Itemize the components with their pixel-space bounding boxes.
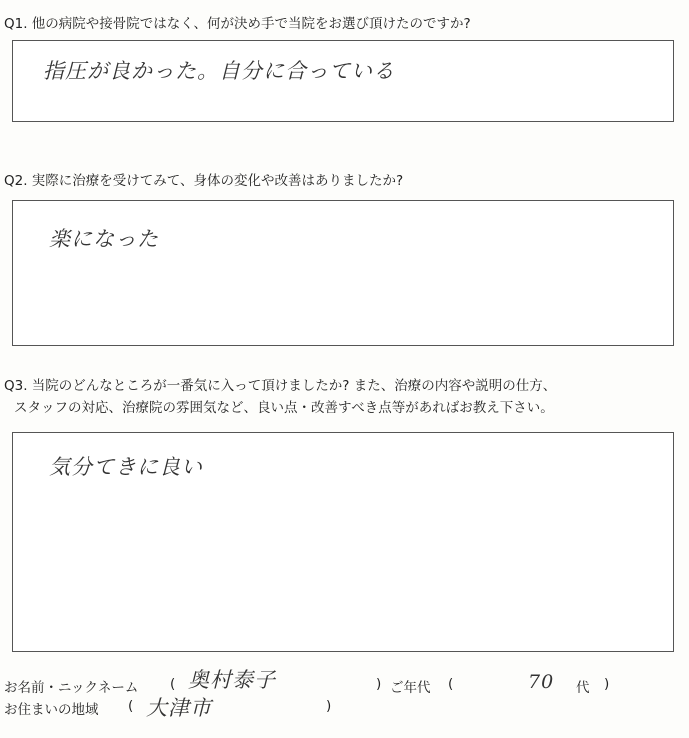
q2-answer: 楽になった (49, 227, 159, 251)
name-paren-close: ) (376, 676, 382, 692)
age-unit: 代 (576, 680, 590, 696)
name-label: お名前・ニックネーム (4, 680, 139, 696)
q3-question-line2: スタッフの対応、治療院の雰囲気など、良い点・改善すべき点等があればお教え下さい。 (14, 400, 554, 416)
area-label: お住まいの地域 (4, 702, 99, 718)
age-paren-open: ( (448, 676, 454, 692)
q3-answer: 気分てきに良い (49, 455, 203, 479)
area-paren-open: ( (128, 698, 134, 714)
q1-answer: 指圧が良かった。自分に合っている (43, 59, 395, 83)
q3-question-line1: Q3. 当院のどんなところが一番気に入って頂けましたか? また、治療の内容や説明の仕方、 (4, 378, 557, 394)
age-value: 70 (528, 671, 555, 693)
q2-question: Q2. 実際に治療を受けてみて、身体の変化や改善はありましたか? (4, 173, 404, 189)
q1-answer-box (12, 40, 674, 122)
age-paren-close: ) (604, 676, 610, 692)
name-value: 奥村泰子 (188, 668, 276, 692)
area-value: 大津市 (146, 696, 212, 720)
age-label: ご年代 (390, 680, 431, 696)
q1-question: Q1. 他の病院や接骨院ではなく、何が決め手で当院をお選び頂けたのですか? (4, 16, 471, 32)
name-paren-open: ( (170, 676, 176, 692)
q2-answer-box (12, 200, 674, 346)
q3-answer-box (12, 432, 674, 652)
area-paren-close: ) (326, 698, 332, 714)
